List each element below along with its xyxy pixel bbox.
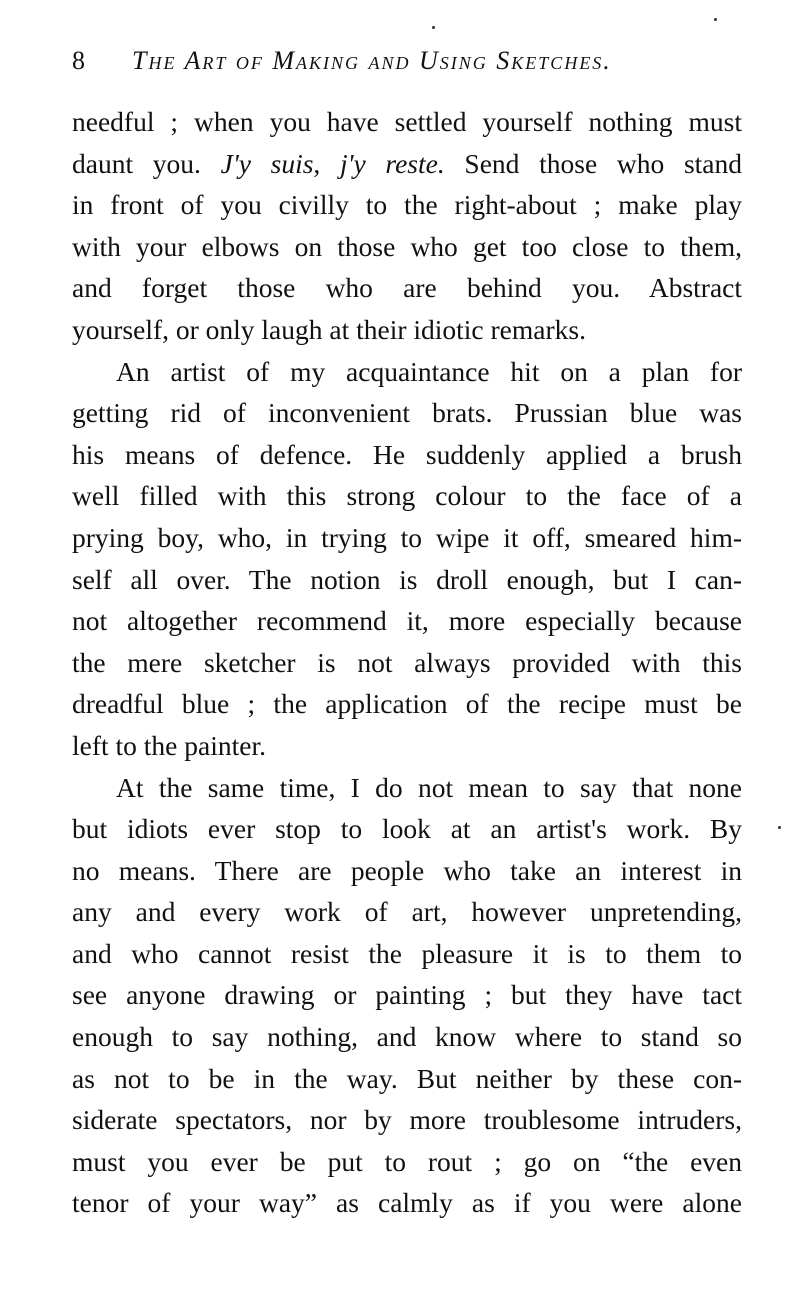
- french-phrase: J'y suis, j'y reste.: [220, 147, 445, 179]
- paragraph-end-line: left to the painter.: [72, 729, 266, 761]
- text-line: with your elbows on those who get too close to them,: [72, 230, 742, 262]
- text-line: tenor of your way” as calmly as if you were alone: [72, 1187, 742, 1219]
- text-line: and forget those who are behind you. Abstract: [72, 272, 742, 304]
- text-line: and who cannot resist the pleasure it is to them to: [72, 937, 742, 969]
- paragraph-end-line: yourself, or only laugh at their idiotic remarks.: [72, 313, 586, 345]
- print-speck: [778, 826, 781, 829]
- text-line: no means. There are people who take an interest in: [72, 854, 742, 886]
- text-line: not altogether recommend it, more especially because: [72, 605, 742, 637]
- text-line: getting rid of inconvenient brats. Prussian blue was: [72, 397, 742, 429]
- text-line: siderate spectators, nor by more troublesome intruders,: [72, 1104, 742, 1136]
- text-line: the mere sketcher is not always provided with this: [72, 646, 742, 678]
- text-line: as not to be in the way. But neither by these con-: [72, 1062, 742, 1094]
- text-line: any and every work of art, however unpretending,: [72, 896, 742, 928]
- text-line: daunt you. J'y suis, j'y reste. Send those who stand: [72, 147, 742, 179]
- running-title: The Art of Making and Using Sketches.: [132, 46, 612, 75]
- paragraph-start-line: An artist of my acquaintance hit on a plan for: [116, 355, 742, 387]
- text-line: self all over. The notion is droll enough, but I can-: [72, 563, 742, 595]
- text-line: well filled with this strong colour to the face of a: [72, 480, 742, 512]
- page-number: 8: [72, 46, 85, 75]
- text-line: see anyone drawing or painting ; but they have tact: [72, 979, 742, 1011]
- text-line: must you ever be put to rout ; go on “the even: [72, 1145, 742, 1177]
- text-line: dreadful blue ; the application of the recipe must be: [72, 688, 742, 720]
- text-line: enough to say nothing, and know where to stand so: [72, 1021, 742, 1053]
- text-line: his means of defence. He suddenly applied a brush: [72, 438, 742, 470]
- text-line: but idiots ever stop to look at an artist's work. By: [72, 813, 742, 845]
- text-line: in front of you civilly to the right-about ; make play: [72, 189, 742, 221]
- print-speck: [432, 26, 435, 29]
- text-line: prying boy, who, in trying to wipe it off, smeared him-: [72, 521, 742, 553]
- paragraph-start-line: At the same time, I do not mean to say that none: [116, 771, 742, 803]
- print-speck: [714, 18, 717, 21]
- text-line: needful ; when you have settled yourself nothing must: [72, 106, 742, 137]
- running-head: [72, 46, 742, 78]
- body-text: [72, 101, 742, 1224]
